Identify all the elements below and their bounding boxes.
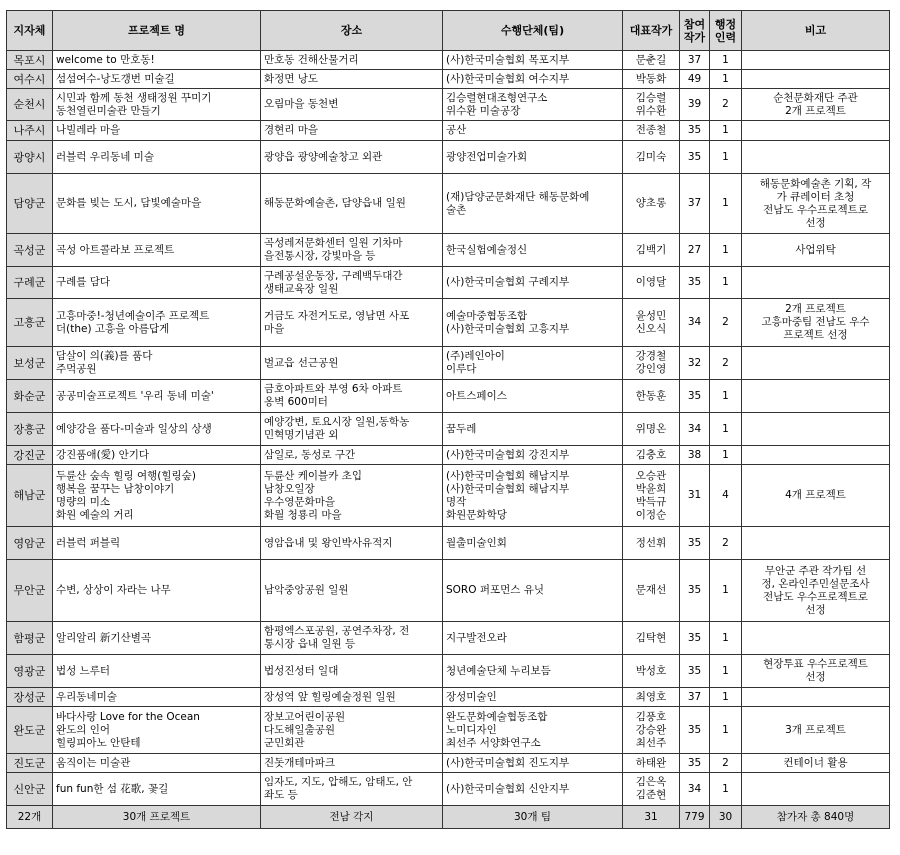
- cell-note: [742, 267, 890, 299]
- cell-artist: 이영달: [623, 267, 680, 299]
- cell-place: 예양강변, 토요시장 일원,동학농 민혁명기념관 외: [261, 413, 443, 446]
- cell-staff: 1: [710, 446, 742, 465]
- cell-artist: 김충호: [623, 446, 680, 465]
- cell-count: 35: [680, 141, 710, 174]
- project-table: [6, 10, 890, 829]
- cell-count: 35: [680, 622, 710, 655]
- table-row: [7, 688, 890, 707]
- cell-project: welcome to 만호동!: [53, 51, 261, 70]
- cell-project: 섬섬여수-낭도갱번 미술길: [53, 70, 261, 89]
- cell-org: (주)레인아이 이루다: [443, 347, 623, 380]
- cell-region: 영광군: [7, 655, 53, 688]
- total-count: 779: [680, 806, 710, 829]
- cell-place: 오림마을 동천변: [261, 89, 443, 121]
- header-org: 수행단체(팀): [443, 11, 623, 51]
- table-row: [7, 234, 890, 267]
- cell-place: 구례공설운동장, 구례백두대간 생태교육장 일원: [261, 267, 443, 299]
- cell-note: 해동문화예술촌 기획, 작 가 큐레이터 초청 전남도 우수프로젝트로 선정: [742, 174, 890, 234]
- cell-region: 고흥군: [7, 299, 53, 347]
- cell-region: 목포시: [7, 51, 53, 70]
- cell-org: 김승렬현대조형연구소 위수환 미술공장: [443, 89, 623, 121]
- cell-org: (사)한국미술협회 해남지부 (사)한국미술협회 해남지부 명작 화원문화학당: [443, 465, 623, 527]
- cell-staff: 1: [710, 174, 742, 234]
- cell-staff: 1: [710, 688, 742, 707]
- cell-artist: 전종철: [623, 121, 680, 141]
- cell-staff: 1: [710, 413, 742, 446]
- cell-org: 장성미술인: [443, 688, 623, 707]
- cell-org: (사)한국미술협회 목포지부: [443, 51, 623, 70]
- cell-count: 31: [680, 465, 710, 527]
- table-row: [7, 773, 890, 806]
- cell-staff: 2: [710, 754, 742, 773]
- cell-artist: 오승관 박윤희 박득규 이정순: [623, 465, 680, 527]
- total-staff: 30: [710, 806, 742, 829]
- cell-org: (사)한국미술협회 여수지부: [443, 70, 623, 89]
- cell-artist: 김풍호 강승완 최선주: [623, 707, 680, 754]
- cell-note: 4개 프로젝트: [742, 465, 890, 527]
- cell-staff: 1: [710, 773, 742, 806]
- cell-org: 청년예술단체 누리보듬: [443, 655, 623, 688]
- cell-region: 장성군: [7, 688, 53, 707]
- cell-note: 3개 프로젝트: [742, 707, 890, 754]
- cell-place: 벌교읍 선근공원: [261, 347, 443, 380]
- cell-staff: 1: [710, 70, 742, 89]
- cell-count: 27: [680, 234, 710, 267]
- cell-project: 예양강을 품다-미술과 일상의 상생: [53, 413, 261, 446]
- cell-org: (사)한국미술협회 강진지부: [443, 446, 623, 465]
- cell-note: 현장투표 우수프로젝트 선정: [742, 655, 890, 688]
- cell-count: 38: [680, 446, 710, 465]
- cell-place: 남악중앙공원 일원: [261, 560, 443, 622]
- cell-count: 32: [680, 347, 710, 380]
- table-row: [7, 70, 890, 89]
- cell-note: 사업위탁: [742, 234, 890, 267]
- table-row: [7, 380, 890, 413]
- cell-count: 34: [680, 773, 710, 806]
- cell-place: 진돗개테마파크: [261, 754, 443, 773]
- cell-artist: 윤성민 신오식: [623, 299, 680, 347]
- cell-count: 35: [680, 707, 710, 754]
- cell-region: 해남군: [7, 465, 53, 527]
- cell-artist: 문춘길: [623, 51, 680, 70]
- table-row: [7, 707, 890, 754]
- total-org: 30개 팀: [443, 806, 623, 829]
- header-region: 지자체: [7, 11, 53, 51]
- cell-artist: 한동훈: [623, 380, 680, 413]
- cell-note: [742, 413, 890, 446]
- cell-org: (재)담양군문화재단 해동문화예 술촌: [443, 174, 623, 234]
- cell-note: [742, 70, 890, 89]
- header-place: 장소: [261, 11, 443, 51]
- cell-org: 꿈두레: [443, 413, 623, 446]
- cell-artist: 박성호: [623, 655, 680, 688]
- table-row: [7, 655, 890, 688]
- cell-project: 담살이 의(義)를 품다 주먹공원: [53, 347, 261, 380]
- cell-count: 35: [680, 121, 710, 141]
- total-project: 30개 프로젝트: [53, 806, 261, 829]
- cell-project: 러블럭 우리동네 미술: [53, 141, 261, 174]
- header-staff: 행정 인력: [710, 11, 742, 51]
- cell-note: [742, 141, 890, 174]
- cell-count: 35: [680, 267, 710, 299]
- table-row: [7, 89, 890, 121]
- cell-org: 공산: [443, 121, 623, 141]
- total-note: 참가자 총 840명: [742, 806, 890, 829]
- cell-org: 아트스페이스: [443, 380, 623, 413]
- cell-staff: 1: [710, 234, 742, 267]
- cell-staff: 4: [710, 465, 742, 527]
- cell-region: 무안군: [7, 560, 53, 622]
- cell-org: 월출미술인회: [443, 527, 623, 560]
- table-body: [7, 51, 890, 806]
- cell-place: 법성진성터 일대: [261, 655, 443, 688]
- cell-count: 37: [680, 51, 710, 70]
- cell-place: 화정면 낭도: [261, 70, 443, 89]
- cell-note: [742, 688, 890, 707]
- header-note: 비고: [742, 11, 890, 51]
- cell-region: 함평군: [7, 622, 53, 655]
- total-row: [7, 806, 890, 829]
- cell-artist: 김탁현: [623, 622, 680, 655]
- cell-project: 공공미술프로젝트 '우리 동네 미술': [53, 380, 261, 413]
- cell-artist: 김승렬 위수환: [623, 89, 680, 121]
- header-row: [7, 11, 890, 51]
- cell-project: 바다사랑 Love for the Ocean 완도의 인어 힐링피아노 안탄테: [53, 707, 261, 754]
- cell-staff: 2: [710, 347, 742, 380]
- cell-project: 수변, 상상이 자라는 나무: [53, 560, 261, 622]
- cell-region: 장흥군: [7, 413, 53, 446]
- cell-artist: 최영호: [623, 688, 680, 707]
- cell-org: (사)한국미술협회 신안지부: [443, 773, 623, 806]
- total-place: 전남 각지: [261, 806, 443, 829]
- cell-place: 장보고어린이공원 다도해일출공원 군민회관: [261, 707, 443, 754]
- cell-org: (사)한국미술협회 구례지부: [443, 267, 623, 299]
- cell-count: 37: [680, 688, 710, 707]
- cell-place: 삼일로, 동성로 구간: [261, 446, 443, 465]
- cell-staff: 1: [710, 51, 742, 70]
- table-row: [7, 141, 890, 174]
- header-artist: 대표작가: [623, 11, 680, 51]
- header-count: 참여 작가: [680, 11, 710, 51]
- cell-place: 영암읍내 및 왕인박사유적지: [261, 527, 443, 560]
- cell-count: 34: [680, 299, 710, 347]
- cell-count: 35: [680, 655, 710, 688]
- cell-region: 여수시: [7, 70, 53, 89]
- cell-org: 예술마중협동조합 (사)한국미술협회 고흥지부: [443, 299, 623, 347]
- cell-artist: 위명온: [623, 413, 680, 446]
- table-row: [7, 347, 890, 380]
- cell-org: 지구발전오라: [443, 622, 623, 655]
- table-row: [7, 299, 890, 347]
- cell-project: 두륜산 숲속 힐링 여행(힐링숲) 행복을 꿈꾸는 남창이야기 명량의 미소 화원 예술의 거리: [53, 465, 261, 527]
- cell-project: 고흥마중!-청년예술이주 프로젝트 더(the) 고흥을 아름답게: [53, 299, 261, 347]
- table-wrapper: [6, 10, 890, 829]
- cell-note: [742, 527, 890, 560]
- total-artist: 31: [623, 806, 680, 829]
- cell-artist: 박동화: [623, 70, 680, 89]
- cell-region: 구례군: [7, 267, 53, 299]
- cell-count: 35: [680, 527, 710, 560]
- cell-note: [742, 622, 890, 655]
- cell-count: 37: [680, 174, 710, 234]
- cell-artist: 김백기: [623, 234, 680, 267]
- cell-staff: 2: [710, 299, 742, 347]
- cell-count: 35: [680, 380, 710, 413]
- cell-project: 문화를 빚는 도시, 담빛예술마을: [53, 174, 261, 234]
- cell-staff: 1: [710, 707, 742, 754]
- cell-artist: 하태완: [623, 754, 680, 773]
- cell-staff: 1: [710, 141, 742, 174]
- cell-note: [742, 773, 890, 806]
- cell-note: [742, 347, 890, 380]
- table-row: [7, 754, 890, 773]
- cell-staff: 1: [710, 380, 742, 413]
- cell-org: SORO 퍼포먼스 유닛: [443, 560, 623, 622]
- cell-region: 나주시: [7, 121, 53, 141]
- cell-note: 순천문화재단 주관 2개 프로젝트: [742, 89, 890, 121]
- cell-place: 경현리 마을: [261, 121, 443, 141]
- table-row: [7, 465, 890, 527]
- cell-region: 곡성군: [7, 234, 53, 267]
- cell-note: 2개 프로젝트 고흥마중팀 전남도 우수 프로젝트 선정: [742, 299, 890, 347]
- table-row: [7, 413, 890, 446]
- cell-org: 한국실험예술정신: [443, 234, 623, 267]
- cell-count: 39: [680, 89, 710, 121]
- cell-place: 만호동 건해산물거리: [261, 51, 443, 70]
- cell-region: 광양시: [7, 141, 53, 174]
- cell-note: 무안군 주관 작가팀 선 정, 온라인주민설문조사 전남도 우수프로젝트로 선정: [742, 560, 890, 622]
- cell-place: 해동문화예술촌, 담양읍내 일원: [261, 174, 443, 234]
- cell-org: (사)한국미술협회 진도지부: [443, 754, 623, 773]
- cell-staff: 1: [710, 267, 742, 299]
- cell-org: 완도문화예술협동조합 노미디자인 최선주 서양화연구소: [443, 707, 623, 754]
- table-row: [7, 446, 890, 465]
- cell-region: 완도군: [7, 707, 53, 754]
- cell-artist: 강경철 강인영: [623, 347, 680, 380]
- cell-region: 화순군: [7, 380, 53, 413]
- table-row: [7, 174, 890, 234]
- cell-project: 움직이는 미술관: [53, 754, 261, 773]
- cell-project: 러블럭 퍼블릭: [53, 527, 261, 560]
- cell-place: 두륜산 케이블카 초입 남창오일장 우수영문화마을 화월 청룡리 마을: [261, 465, 443, 527]
- table-row: [7, 121, 890, 141]
- cell-note: [742, 121, 890, 141]
- cell-region: 담양군: [7, 174, 53, 234]
- table-row: [7, 560, 890, 622]
- cell-staff: 1: [710, 121, 742, 141]
- cell-project: 강진품애(愛) 안기다: [53, 446, 261, 465]
- cell-place: 금호아파트와 부영 6차 아파트 옹벽 600미터: [261, 380, 443, 413]
- cell-place: 장성역 앞 힐링예술정원 일원: [261, 688, 443, 707]
- cell-count: 49: [680, 70, 710, 89]
- cell-project: 우리동네미술: [53, 688, 261, 707]
- cell-staff: 1: [710, 655, 742, 688]
- cell-project: 시민과 함께 동천 생태정원 꾸미기 동천열린미술관 만들기: [53, 89, 261, 121]
- table-row: [7, 622, 890, 655]
- cell-note: [742, 51, 890, 70]
- cell-place: 거금도 자전거도로, 영남면 사포 마을: [261, 299, 443, 347]
- cell-region: 순천시: [7, 89, 53, 121]
- cell-region: 신안군: [7, 773, 53, 806]
- cell-region: 보성군: [7, 347, 53, 380]
- cell-project: 곡성 아트콜라보 프로젝트: [53, 234, 261, 267]
- cell-artist: 김미숙: [623, 141, 680, 174]
- cell-project: 구례를 담다: [53, 267, 261, 299]
- cell-place: 임자도, 지도, 압해도, 암태도, 안 좌도 등: [261, 773, 443, 806]
- cell-region: 영암군: [7, 527, 53, 560]
- cell-org: 광양전업미술가회: [443, 141, 623, 174]
- cell-count: 35: [680, 560, 710, 622]
- cell-place: 곡성레저문화센터 일원 기차마 을전통시장, 강빛마을 등: [261, 234, 443, 267]
- cell-place: 함평엑스포공원, 공연주차장, 전 통시장 읍내 일원 등: [261, 622, 443, 655]
- cell-artist: 문재선: [623, 560, 680, 622]
- cell-staff: 2: [710, 527, 742, 560]
- cell-project: 알리알리 新기산별곡: [53, 622, 261, 655]
- cell-region: 진도군: [7, 754, 53, 773]
- cell-region: 강진군: [7, 446, 53, 465]
- cell-staff: 2: [710, 89, 742, 121]
- cell-project: fun fun한 섬 花歌, 꽃길: [53, 773, 261, 806]
- cell-staff: 1: [710, 560, 742, 622]
- cell-note: [742, 446, 890, 465]
- cell-artist: 정선휘: [623, 527, 680, 560]
- table-row: [7, 267, 890, 299]
- cell-count: 35: [680, 754, 710, 773]
- cell-artist: 양초롱: [623, 174, 680, 234]
- total-region: 22개: [7, 806, 53, 829]
- cell-staff: 1: [710, 622, 742, 655]
- cell-project: 나빌레라 마을: [53, 121, 261, 141]
- cell-project: 법성 느루터: [53, 655, 261, 688]
- header-project: 프로젝트 명: [53, 11, 261, 51]
- cell-note: [742, 380, 890, 413]
- cell-note: 컨테이너 활용: [742, 754, 890, 773]
- table-row: [7, 51, 890, 70]
- cell-artist: 김은옥 김준현: [623, 773, 680, 806]
- cell-place: 광양읍 광양예술창고 외관: [261, 141, 443, 174]
- cell-count: 34: [680, 413, 710, 446]
- table-row: [7, 527, 890, 560]
